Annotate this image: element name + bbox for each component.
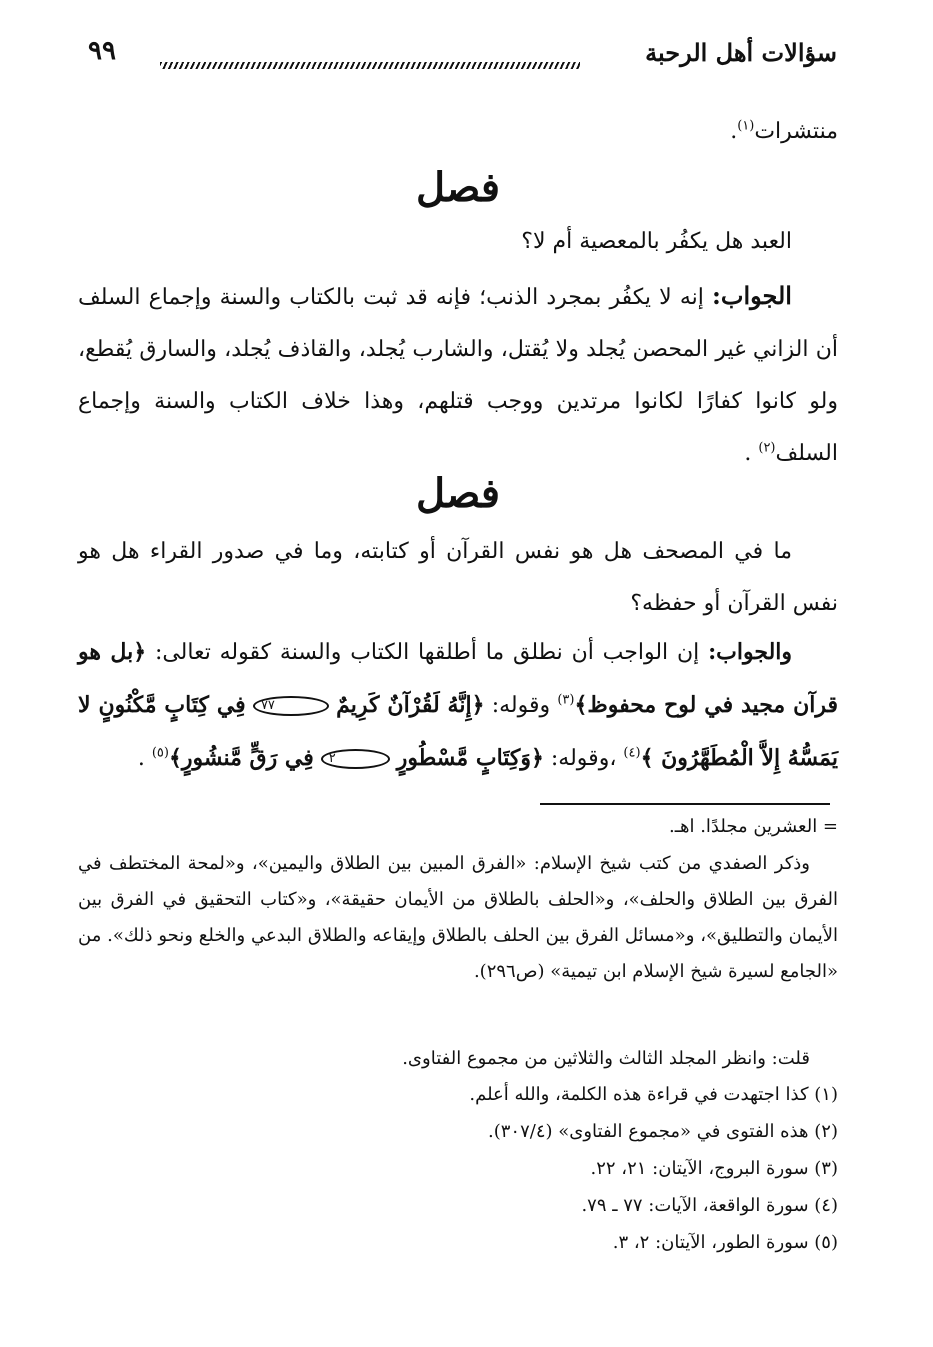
section-title-2: فصل xyxy=(415,470,501,517)
answer-label-2: والجواب: xyxy=(708,639,793,665)
connector-2: ،وقوله: xyxy=(543,746,624,771)
footnote-item-3: (٣) سورة البروج، الآيتان: ٢١، ٢٢. xyxy=(590,1158,838,1179)
verse-waqia-b: فِي كِتَابٍ مَّكْنُونٍ لا يَمَسُّهُ إِلاَّ الْمُطَهَّرُونَ ﴾ xyxy=(78,692,838,771)
footnote-ref-3: (٣) xyxy=(557,692,575,708)
page-number: ٩٩ xyxy=(88,36,116,66)
answer-end: . xyxy=(744,441,759,466)
footnote-item-4: (٤) سورة الواقعة، الآيات: ٧٧ ـ ٧٩. xyxy=(581,1195,838,1216)
footnote-ref-2: (٢) xyxy=(758,440,776,456)
footnote-continuation: = العشرين مجلدًا. اهـ. xyxy=(669,816,838,837)
verse-tur-b: فِي رَقٍّ مَّنشُورٍ﴾ xyxy=(168,745,314,771)
footnote-item-5: (٥) سورة الطور، الآيتان: ٢، ٣. xyxy=(612,1232,838,1253)
running-header-title: سؤالات أهل الرحبة xyxy=(645,38,837,67)
section2-question: ما في المصحف هل هو نفس القرآن أو كتابته، وما في صدور القراء هل هو نفس القرآن أو حفظه؟ xyxy=(78,539,838,616)
section1-answer xyxy=(78,270,838,480)
footnote-ref-4: (٤) xyxy=(623,745,641,761)
section-title-1: فصل xyxy=(415,164,501,211)
verse-buruj: ﴿بل هو قرآن مجيد في لوح محفوظ﴾ xyxy=(78,639,838,718)
footnote-item-2: (٢) هذه الفتوى في «مجموع الفتاوى» (٣٠٧/٤). xyxy=(488,1121,838,1142)
footnote-item-1: (١) كذا اجتهدت في قراءة هذه الكلمة، والله أعلم. xyxy=(469,1084,838,1105)
footnote-ref-5: (٥) xyxy=(151,745,169,761)
ayah-number-marker: ٧٧ xyxy=(253,696,329,716)
carryover-text: منتشرات xyxy=(754,119,838,144)
footnote-separator xyxy=(540,803,830,805)
answer-text: إنه لا يكفُر بمجرد الذنب؛ فإنه قد ثبت بالكتاب والسنة وإجماع السلف أن الزاني غير المحصن يُجلد ولا يُقتل، والشارب يُجلد، والقاذف يُجلد، والسارق يُقطع، ولو كانوا كفارًا لكانوا مرتدين ووجب قتلهم، وهذا خلاف الكتاب والسنة وإجماع السلف xyxy=(78,285,838,466)
ayah-number-marker: ٢ xyxy=(321,749,390,769)
answer2-end: . xyxy=(137,746,152,771)
answer-intro: إن الواجب أن نطلق ما أطلقها الكتاب والسنة كقوله تعالى: xyxy=(154,640,700,665)
verse-waqia-a: ﴿إِنَّهُ لَقُرْآنٌ كَرِيمٌ xyxy=(336,692,485,718)
footnote-ref-1: (١) xyxy=(737,118,755,134)
answer-label: الجواب: xyxy=(711,281,792,310)
header-decorative-rule xyxy=(160,62,580,69)
carryover-line: منتشرات$^{(١)}$. xyxy=(730,118,838,144)
section2-answer xyxy=(78,626,838,785)
verse-tur-a: ﴿وَكِتَابٍ مَّسْطُورٍ xyxy=(396,745,544,771)
connector-1: وقوله: xyxy=(484,693,558,718)
footnote-safadi: وذكر الصفدي من كتب شيخ الإسلام: «الفرق المبين بين الطلاق واليمين»، و«لمحة المختطف في الفرق بين الطلاق والحلف»، و«الحلف بالطلاق من الأيمان حقيقة»، و«كتاب التحقيق في الفرق بين الأيمان والتطليق»، و«مسائل الفرق بين الحلف بالطلاق وإيقاعه والطلاق البدعي والخلع ونحو ذلك». من «الجامع لسيرة شيخ الإسلام ابن تيمية» (ص٢٩٦). xyxy=(78,853,838,982)
section1-question: العبد هل يكفُر بالمعصية أم لا؟ xyxy=(521,229,792,254)
footnote-qultu: قلت: وانظر المجلد الثالث والثلاثين من مجموع الفتاوى. xyxy=(402,1048,810,1069)
